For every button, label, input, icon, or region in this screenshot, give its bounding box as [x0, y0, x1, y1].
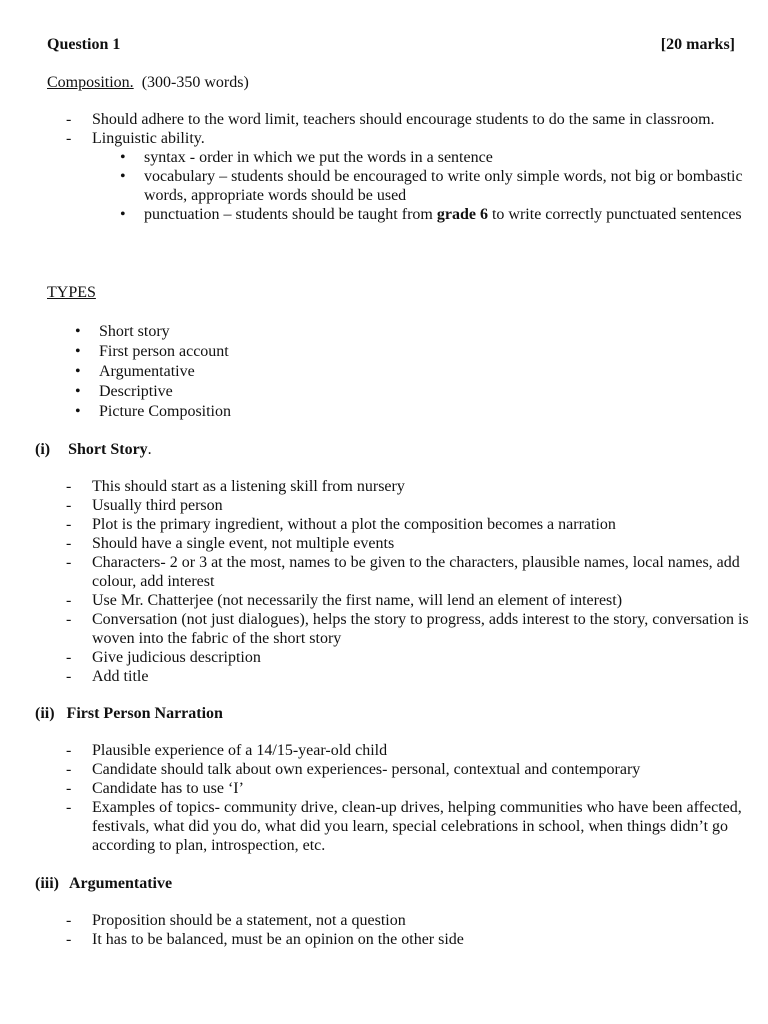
list-item — [64, 129, 754, 224]
short-story-heading — [35, 440, 152, 459]
types-list — [72, 322, 672, 422]
punctuation-text-pre: punctuation – students should be taught from — [144, 206, 437, 223]
list-item: • vocabulary – students should be encouraged to write only simple words, not big or bombastic words, appropriate words should be used — [117, 167, 754, 205]
linguistic-bullets — [117, 148, 754, 224]
section-title: Short Story — [68, 441, 148, 458]
linguistic-ability-label: Linguistic ability. — [92, 130, 205, 147]
argumentative-heading — [35, 874, 172, 893]
list-item: - Should adhere to the word limit, teachers should encourage students to do the same in classroom. — [64, 110, 754, 129]
short-story-points — [64, 477, 754, 686]
composition-heading-line — [47, 73, 249, 92]
list-item: • Descriptive — [72, 382, 672, 402]
section-title-suffix: . — [147, 441, 152, 458]
list-item: - Should have a single event, not multiple events — [64, 534, 754, 553]
list-item: • Picture Composition — [72, 402, 672, 422]
argumentative-points — [64, 911, 754, 949]
list-item: - This should start as a listening skill from nursery — [64, 477, 754, 496]
list-item: - Candidate has to use ‘I’ — [64, 779, 754, 798]
section-number: (iii) — [35, 875, 59, 892]
first-person-points — [64, 741, 754, 855]
list-item: • Short story — [72, 322, 672, 342]
grade-emphasis: grade 6 — [436, 206, 488, 223]
list-item: - It has to be balanced, must be an opinion on the other side — [64, 930, 754, 949]
list-item: - Conversation (not just dialogues), helps the story to progress, adds interest to the story, conversation is woven into the fabric of the short story — [64, 610, 754, 648]
list-item: - Give judicious description — [64, 648, 754, 667]
list-item: • Argumentative — [72, 362, 672, 382]
list-item: - Plausible experience of a 14/15-year-old child — [64, 741, 754, 760]
section-number: (i) — [35, 441, 51, 458]
question-title: Question 1 — [47, 36, 121, 53]
list-item: - Proposition should be a statement, not a question — [64, 911, 754, 930]
first-person-heading — [35, 704, 223, 723]
composition-heading: Composition. — [47, 74, 134, 91]
list-item: - Add title — [64, 667, 754, 686]
word-limit: (300-350 words) — [141, 74, 249, 91]
types-heading: TYPES — [47, 284, 96, 301]
list-item: - Candidate should talk about own experiences- personal, contextual and contemporary — [64, 760, 754, 779]
punctuation-text-post: to write correctly punctuated sentences — [487, 206, 742, 223]
section-title: Argumentative — [69, 875, 173, 892]
composition-points — [64, 110, 754, 224]
section-number: (ii) — [35, 705, 55, 722]
list-item: - Usually third person — [64, 496, 754, 515]
marks-label: [20 marks] — [660, 36, 735, 53]
list-item: - Examples of topics- community drive, clean-up drives, helping communities who have been affected, festivals, what did you do, what did you learn, special celebrations in school, when things didn’t go according to plan, introspection, etc. — [64, 798, 754, 855]
list-item: - Use Mr. Chatterjee (not necessarily the first name, will lend an element of interest) — [64, 591, 754, 610]
list-item: - Plot is the primary ingredient, without a plot the composition becomes a narration — [64, 515, 754, 534]
list-item — [117, 205, 754, 224]
section-title: First Person Narration — [66, 705, 223, 722]
list-item: - Characters- 2 or 3 at the most, names to be given to the characters, plausible names, local names, add colour, add interest — [64, 553, 754, 591]
list-item: • First person account — [72, 342, 672, 362]
list-item: • syntax - order in which we put the words in a sentence — [117, 148, 754, 167]
